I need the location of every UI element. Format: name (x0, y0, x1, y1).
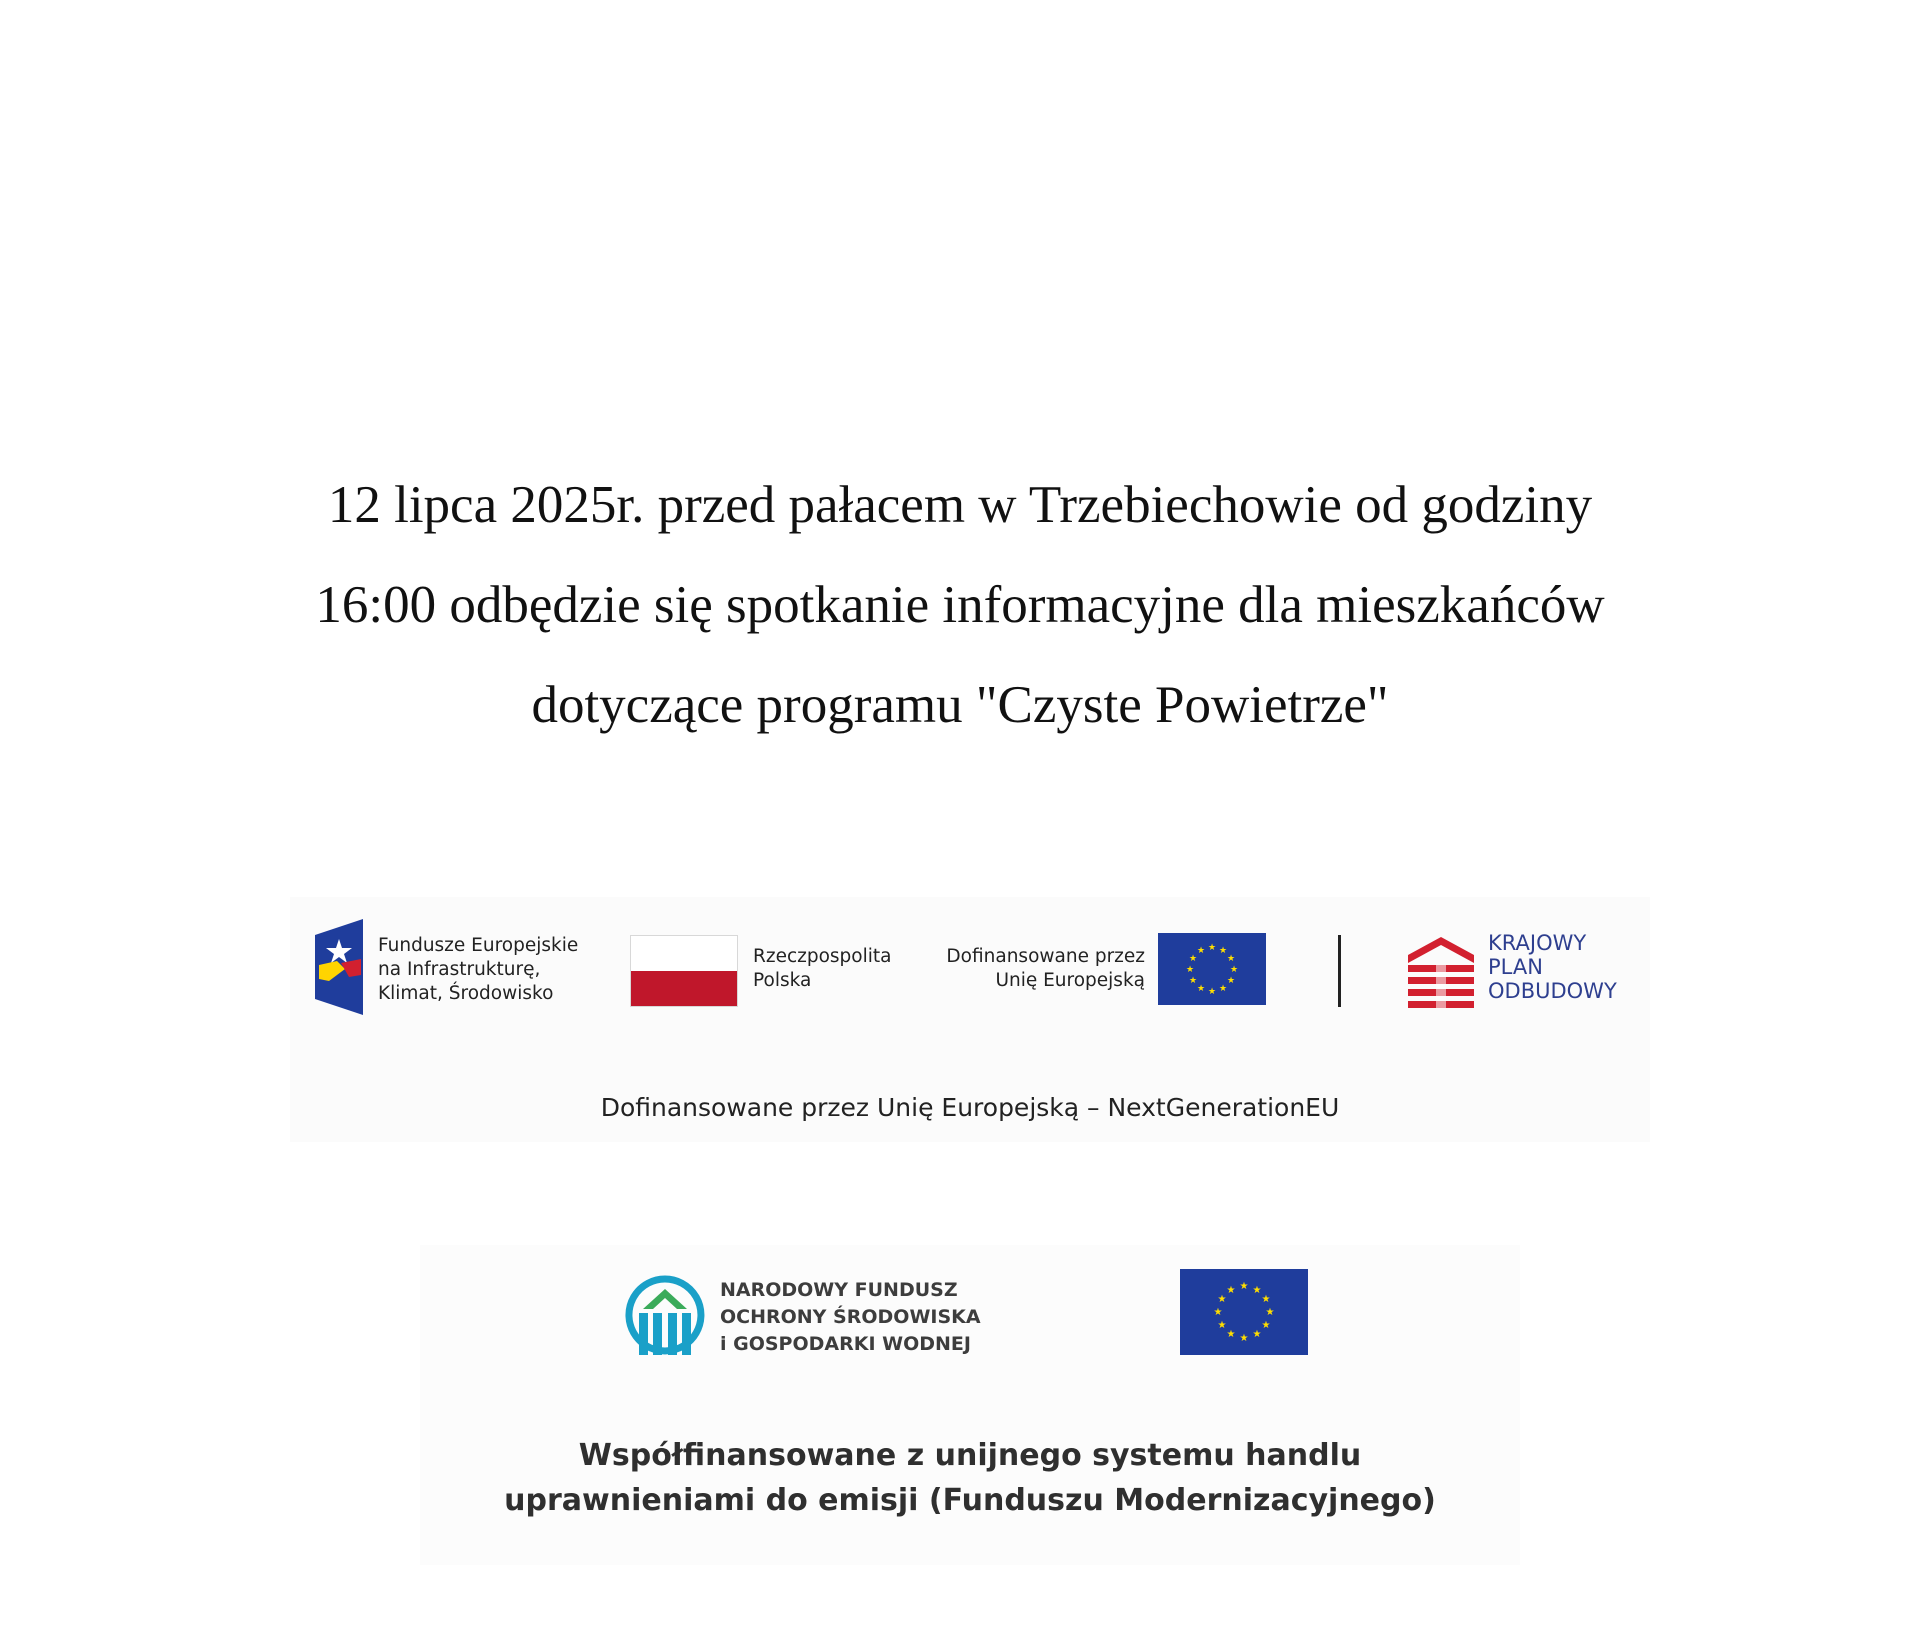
funding-logo-strip (290, 897, 1650, 1142)
nfos-line-1: NARODOWY FUNDUSZ (720, 1279, 958, 1301)
announcement-line-2: 16:00 odbędzie się spotkanie informacyjne dla mieszkańców (315, 576, 1605, 634)
fe-line-3: Klimat, Środowisko (378, 983, 554, 1004)
polish-flag-icon (630, 935, 738, 1007)
svg-text:★: ★ (1196, 946, 1206, 956)
svg-text:★: ★ (1252, 1329, 1262, 1340)
svg-text:★: ★ (1188, 976, 1198, 986)
svg-text:★: ★ (1188, 954, 1198, 964)
kpo-line-1: KRAJOWY (1488, 931, 1587, 955)
fundusze-europejskie-logo-icon (315, 919, 363, 1020)
svg-text:★: ★ (1252, 1285, 1262, 1296)
svg-text:★: ★ (1229, 965, 1239, 975)
nfosigw-logo-icon (625, 1275, 705, 1364)
svg-text:★: ★ (1265, 1307, 1275, 1318)
nfosigw-funding-block (420, 1245, 1520, 1565)
svg-text:★: ★ (1226, 954, 1236, 964)
nfos-line-2: OCHRONY ŚRODOWISKA (720, 1306, 981, 1328)
modernization-fund-caption (420, 1433, 1520, 1523)
svg-text:★: ★ (1196, 984, 1206, 994)
announcement-text (0, 455, 1920, 755)
pl-line-1: Rzeczpospolita (753, 946, 892, 967)
svg-text:★: ★ (1218, 984, 1228, 994)
svg-text:★: ★ (1217, 1320, 1227, 1331)
svg-text:★: ★ (1226, 1285, 1236, 1296)
announcement-line-3: dotyczące programu "Czyste Powietrze" (531, 676, 1389, 734)
nextgenerationeu-caption: Dofinansowane przez Unię Europejską – NextGenerationEU (600, 1093, 1340, 1122)
kpo-label (1488, 931, 1617, 1003)
kpo-line-2: PLAN (1488, 955, 1543, 979)
fundusze-europejskie-label (378, 934, 578, 1006)
logo-divider (1338, 935, 1341, 1007)
ue-cofinance-label (940, 945, 1145, 993)
kpo-line-3: ODBUDOWY (1488, 979, 1617, 1003)
svg-text:★: ★ (1185, 965, 1195, 975)
caption-line-1: Współfinansowane z unijnego systemu handlu (578, 1438, 1362, 1473)
kpo-logo-icon (1408, 937, 1474, 1014)
pl-line-2: Polska (753, 970, 812, 991)
svg-text:★: ★ (1261, 1294, 1271, 1305)
svg-text:★: ★ (1218, 946, 1228, 956)
svg-text:★: ★ (1217, 1294, 1227, 1305)
nfosigw-label (720, 1277, 981, 1358)
rzeczpospolita-label (753, 945, 891, 993)
svg-text:★: ★ (1239, 1333, 1249, 1344)
svg-text:★: ★ (1261, 1320, 1271, 1331)
svg-text:★: ★ (1239, 1281, 1249, 1292)
ue-line-2: Unię Europejską (995, 970, 1145, 991)
caption-line-2: uprawnieniami do emisji (Funduszu Modernizacyjnego) (504, 1483, 1436, 1518)
eu-flag-icon (1158, 933, 1266, 1010)
ue-line-1: Dofinansowane przez (946, 946, 1145, 967)
fe-line-1: Fundusze Europejskie (378, 935, 579, 956)
svg-text:★: ★ (1226, 1329, 1236, 1340)
svg-text:★: ★ (1207, 943, 1217, 953)
svg-text:★: ★ (1226, 976, 1236, 986)
svg-text:★: ★ (1207, 987, 1217, 997)
announcement-line-1: 12 lipca 2025r. przed pałacem w Trzebiechowie od godziny (327, 476, 1593, 534)
svg-text:★: ★ (1213, 1307, 1223, 1318)
nfos-line-3: i GOSPODARKI WODNEJ (720, 1333, 971, 1355)
fe-line-2: na Infrastrukturę, (378, 959, 541, 980)
eu-flag-icon (1180, 1269, 1308, 1360)
